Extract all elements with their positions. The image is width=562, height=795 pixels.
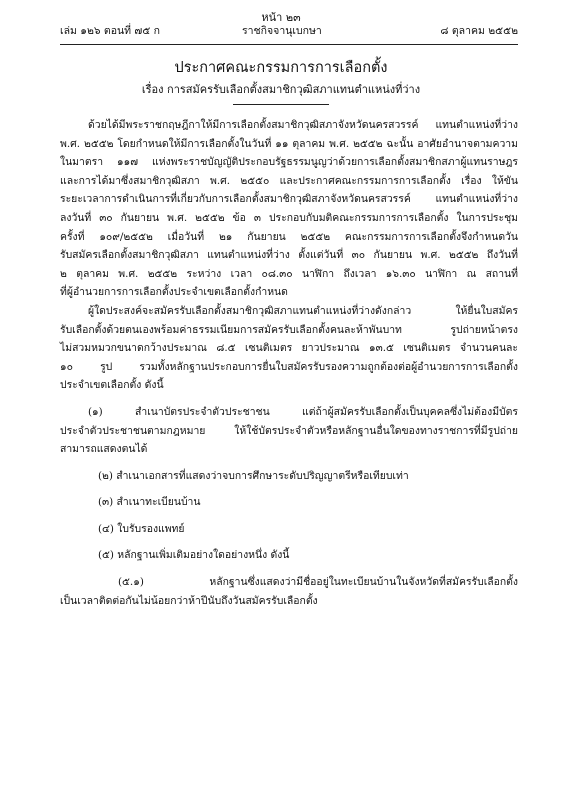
list-item: (๓) สำเนาทะเบียนบ้าน bbox=[98, 496, 201, 509]
paragraph-1-line: ๒ ตุลาคม พ.ศ. ๒๕๕๒ ระหว่าง เวลา ๐๘.๓๐ นาฬิกา ถึงเวลา ๑๖.๓๐ นาฬิกา ณ สถานที่ bbox=[60, 267, 518, 280]
paragraph-1-line: ที่ผู้อำนวยการการเลือกตั้งประจำเขตเลือกตั้งกำหนด bbox=[60, 286, 288, 299]
paragraph-1-line: ในมาตรา ๑๑๗ แห่งพระราชบัญญัติประกอบรัฐธรรมนูญว่าด้วยการเลือกตั้งสมาชิกสภาผู้แทนราษฎร bbox=[60, 156, 518, 169]
gazette-name: ราชกิจจานุเบกษา bbox=[242, 25, 322, 37]
item-1-line: สามารถแสดงตนได้ bbox=[60, 443, 148, 456]
paragraph-2-line: ประจำเขตเลือกตั้ง ดังนี้ bbox=[60, 379, 164, 392]
list-item: (๕) หลักฐานเพิ่มเติมอย่างใดอย่างหนึ่ง ดังนี้ bbox=[98, 549, 290, 562]
paragraph-2-line: ไม่สวมหมวกขนาดกว้างประมาณ ๘.๕ เซนติเมตร ยาวประมาณ ๑๓.๕ เซนติเมตร จำนวนคนละ bbox=[60, 342, 518, 355]
announcement-body bbox=[60, 116, 518, 610]
volume-issue: เล่ม ๑๒๖ ตอนที่ ๗๕ ก bbox=[60, 25, 160, 37]
paragraph-2-line: ผู้ใดประสงค์จะสมัครรับเลือกตั้งสมาชิกวุฒิสภาแทนตำแหน่งที่ว่างดังกล่าว ให้ยื่นใบสมัคร bbox=[88, 304, 518, 317]
title-divider bbox=[233, 104, 329, 105]
page-number: หน้า ๒๓ bbox=[261, 11, 301, 24]
announcement-subject: เรื่อง การสมัครรับเลือกตั้งสมาชิกวุฒิสภาแทนตำแหน่งที่ว่าง bbox=[141, 83, 421, 96]
paragraph-1-line: ลงวันที่ ๓๐ กันยายน พ.ศ. ๒๕๕๒ ข้อ ๓ ประกอบกับมติคณะกรรมการการเลือกตั้ง ในการประชุม bbox=[60, 211, 518, 224]
item-1-line: (๑) สำเนาบัตรประจำตัวประชาชน แต่ถ้าผู้สมัครรับเลือกตั้งเป็นบุคคลซึ่งไม่ต้องมีบัตร bbox=[88, 405, 518, 418]
paragraph-2-line: ๑๐ รูป รวมทั้งหลักฐานประกอบการยื่นใบสมัครรับรองความถูกต้องต่อผู้อำนวยการการเลือกตั้ง bbox=[60, 360, 518, 373]
paragraph-2-line: รับเลือกตั้งด้วยตนเองพร้อมค่าธรรมเนียมการสมัครรับเลือกตั้งคนละห้าพันบาท รูปถ่ายหน้าตรง bbox=[60, 323, 518, 336]
paragraph-1-line: ระยะเวลาการดำเนินการที่เกี่ยวกับการเลือกตั้งสมาชิกวุฒิสภาจังหวัดนครสวรรค์ แทนตำแหน่งที่ว่าง bbox=[60, 193, 518, 206]
subitem-line: เป็นเวลาติดต่อกันไม่น้อยกว่าห้าปีนับถึงวันสมัครรับเลือกตั้ง bbox=[60, 594, 318, 607]
list-item: (๔) ใบรับรองแพทย์ bbox=[98, 522, 185, 535]
paragraph-1-line: ด้วยได้มีพระราชกฤษฎีกาให้มีการเลือกตั้งสมาชิกวุฒิสภาจังหวัดนครสวรรค์ แทนตำแหน่งที่ว่าง bbox=[88, 119, 518, 131]
gazette-header bbox=[60, 22, 518, 38]
publication-date: ๘ ตุลาคม ๒๕๕๒ bbox=[440, 25, 518, 37]
paragraph-1-line: ครั้งที่ ๑๐๙/๒๕๕๒ เมื่อวันที่ ๒๑ กันยายน ๒๕๕๒ คณะกรรมการการเลือกตั้งจึงกำหนดวัน bbox=[60, 230, 518, 243]
list-item: (๒) สำเนาเอกสารที่แสดงว่าจบการศึกษาระดับปริญญาตรีหรือเทียบเท่า bbox=[98, 469, 409, 482]
item-1-line: ประจำตัวประชาชนตามกฎหมาย ให้ใช้บัตรประจำตัวหรือหลักฐานอื่นใดของทางราชการที่มีรูปถ่าย bbox=[60, 424, 518, 437]
paragraph-1-line: พ.ศ. ๒๕๕๒ โดยกำหนดให้มีการเลือกตั้งในวันที่ ๑๑ ตุลาคม พ.ศ. ๒๕๕๒ ฉะนั้น อาศัยอำนาจตามความ bbox=[60, 137, 518, 150]
paragraph-1-line: รับสมัครเลือกตั้งสมาชิกวุฒิสภา แทนตำแหน่งที่ว่าง ตั้งแต่วันที่ ๓๐ กันยายน พ.ศ. ๒๕๕๒ ถึงวันที่ bbox=[60, 249, 518, 262]
subitem-line: (๕.๑) หลักฐานซึ่งแสดงว่ามีชื่ออยู่ในทะเบียนบ้านในจังหวัดที่สมัครรับเลือกตั้ง bbox=[118, 576, 518, 589]
paragraph-1-line: และการได้มาซึ่งสมาชิกวุฒิสภา พ.ศ. ๒๕๕๐ และประกาศคณะกรรมการการเลือกตั้ง เรื่อง ให้ขัน bbox=[60, 174, 518, 187]
header-rule bbox=[60, 44, 518, 45]
announcement-title: ประกาศคณะกรรมการการเลือกตั้ง bbox=[174, 60, 388, 76]
